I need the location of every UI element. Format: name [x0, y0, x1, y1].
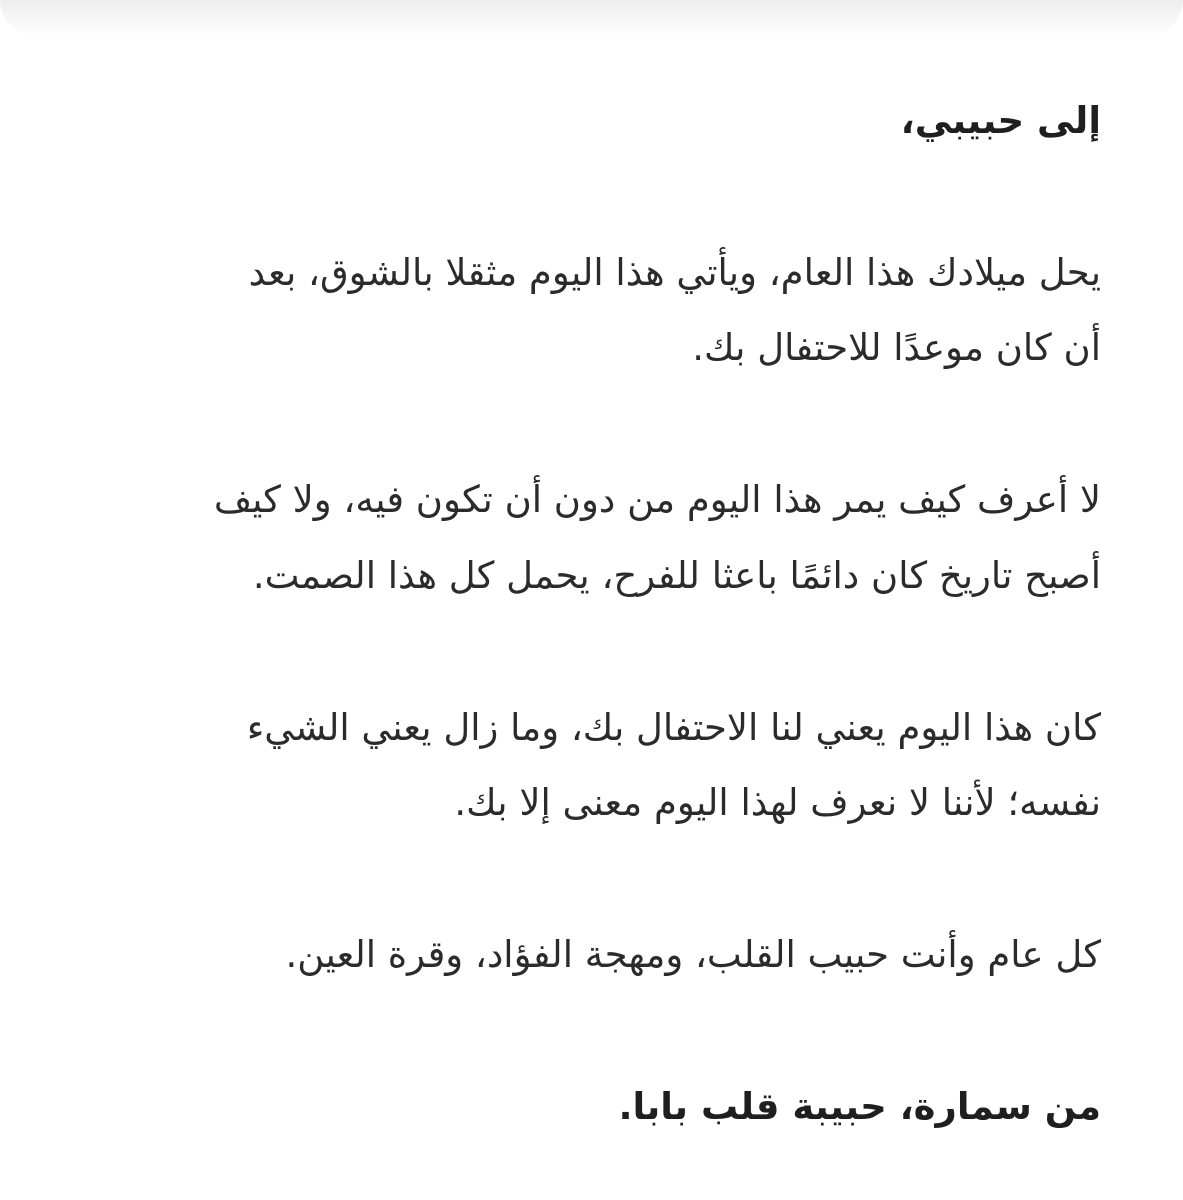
paragraph-3-line-2: نفسه؛ لأننا لا نعرف لهذا اليوم معنى إلا بك.: [454, 781, 1101, 824]
letter-greeting: إلى حبيبي،: [900, 99, 1101, 142]
paragraph-2-line-2: أصبح تاريخ كان دائمًا باعثا للفرح، يحمل كل هذا الصمت.: [252, 554, 1101, 597]
letter-signature: من سمارة، حبيبة قلب بابا.: [618, 1085, 1101, 1128]
paragraph-3-line-1: كان هذا اليوم يعني لنا الاحتفال بك، وما زال يعني الشيء: [246, 706, 1101, 749]
paragraph-4-line-1: كل عام وأنت حبيب القلب، ومهجة الفؤاد، وقرة العين.: [285, 933, 1101, 976]
paragraph-1-line-2: أن كان موعدًا للاحتفال بك.: [692, 326, 1101, 369]
top-edge-shadow: [0, 0, 1183, 36]
paragraph-2-line-1: لا أعرف كيف يمر هذا اليوم من دون أن تكون فيه، ولا كيف: [213, 478, 1101, 521]
paragraph-1-line-1: يحل ميلادك هذا العام، ويأتي هذا اليوم مثقلا بالشوق، بعد: [248, 251, 1101, 294]
